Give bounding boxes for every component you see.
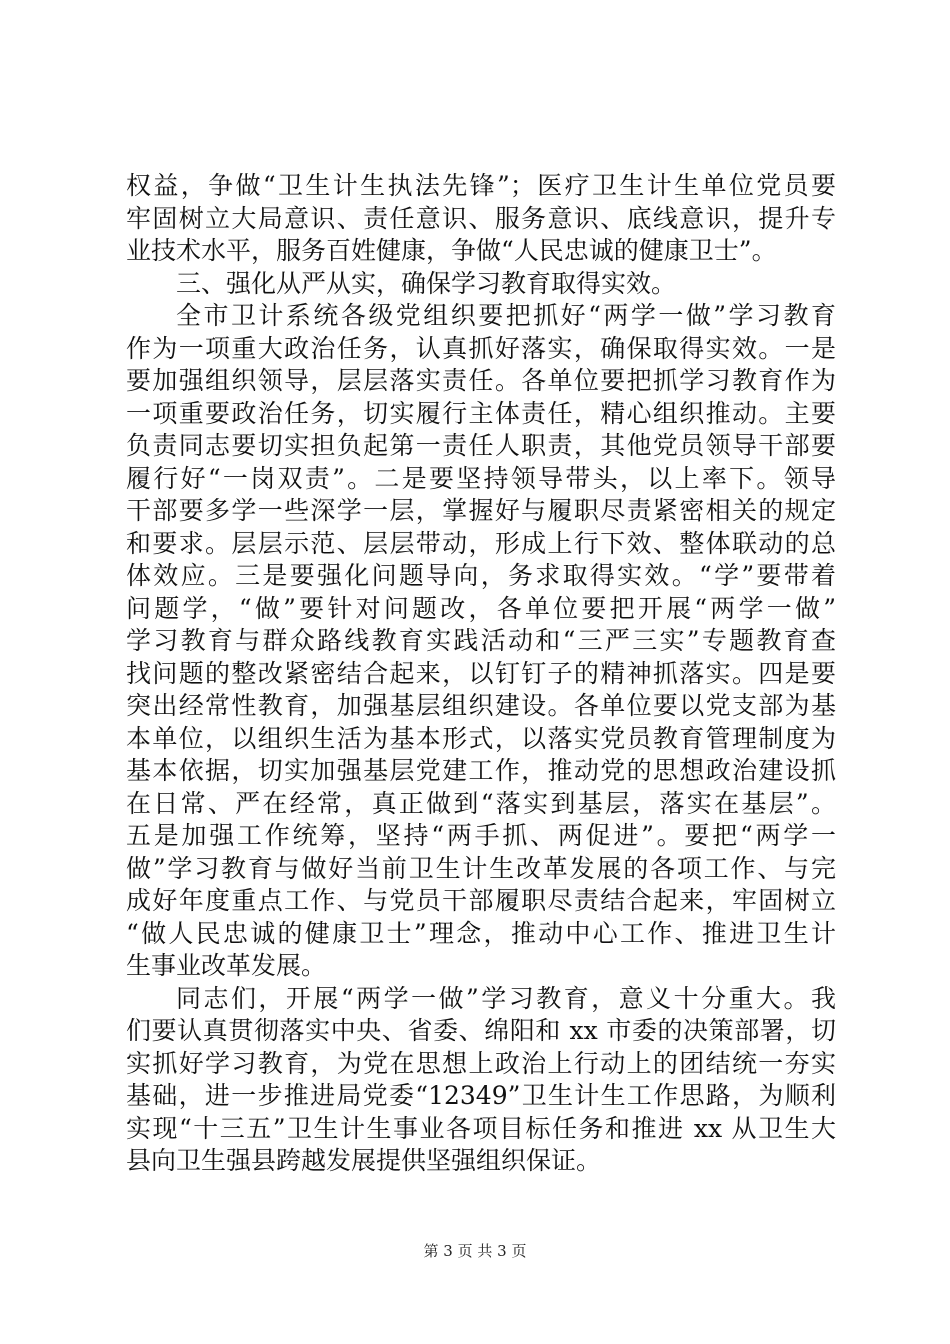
text-line: 负责同志要切实担负起第一责任人职责，其他党员领导干部要: [126, 431, 836, 460]
text-line: “做人民忠诚的健康卫士”理念，推动中心工作、推进卫生计: [126, 918, 836, 948]
text-line: 五是加强工作统筹，坚持“两手抓、两促进”。要把“两学一: [126, 821, 836, 850]
text-line: 在日常、严在经常，真正做到“落实到基层，落实在基层”。: [126, 788, 836, 818]
text-line: 基础，进一步推进局党委“12349”卫生计生工作思路，为顺利: [126, 1081, 836, 1110]
text-line: 履行好“一岗双责”。二是要坚持领导带头，以上率下。领导: [126, 463, 836, 493]
document-body: [126, 170, 836, 1178]
text-line: 和要求。层层示范、层层带动，形成上行下效、整体联动的总: [126, 528, 836, 558]
text-line: 权益，争做“卫生计生执法先锋”；医疗卫生计生单位党员要: [126, 171, 836, 200]
text-line: 实抓好学习教育，为党在思想上政治上行动上的团结统一夯实: [126, 1048, 836, 1078]
page-number-footer: 第 3 页 共 3 页: [423, 1242, 527, 1260]
text-line: 找问题的整改紧密结合起来，以钉钉子的精神抓落实。四是要: [126, 658, 836, 688]
text-line: 基本依据，切实加强基层党建工作，推动党的思想政治建设抓: [126, 756, 836, 785]
text-line: 作为一项重大政治任务，认真抓好落实，确保取得实效。一是: [126, 333, 836, 363]
text-line: 全市卫计系统各级党组织要把抓好“两学一做”学习教育: [176, 301, 836, 330]
text-line: 成好年度重点工作、与党员干部履职尽责结合起来，牢固树立: [126, 886, 836, 915]
text-line: 要加强组织领导，层层落实责任。各单位要把抓学习教育作为: [126, 366, 836, 395]
text-line: 学习教育与群众路线教育实践活动和“三严三实”专题教育查: [126, 626, 836, 655]
text-line: 实现“十三五”卫生计生事业各项目标任务和推进 xx 从卫生大: [126, 1113, 836, 1143]
text-line: 做”学习教育与做好当前卫生计生改革发展的各项工作、与完: [126, 853, 836, 883]
text-line: 们要认真贯彻落实中央、省委、绵阳和 xx 市委的决策部署，切: [126, 1016, 836, 1045]
text-line: 体效应。三是要强化问题导向，务求取得实效。“学”要带着: [126, 561, 836, 590]
text-line: 牢固树立大局意识、责任意识、服务意识、底线意识，提升专: [126, 203, 836, 233]
text-line: 干部要多学一些深学一层，掌握好与履职尽责紧密相关的规定: [126, 496, 836, 525]
text-line: 问题学，“做”要针对问题改，各单位要把开展“两学一做”: [126, 593, 836, 623]
section-heading: 三、强化从严从实，确保学习教育取得实效。: [176, 268, 677, 298]
text-line: 突出经常性教育，加强基层组织建设。各单位要以党支部为基: [126, 691, 836, 720]
text-line: 生事业改革发展。: [126, 951, 327, 980]
text-line: 本单位，以组织生活为基本形式，以落实党员教育管理制度为: [126, 723, 836, 753]
text-line: 业技术水平，服务百姓健康，争做“人民忠诚的健康卫士”。: [126, 236, 777, 265]
text-line: 一项重要政治任务，切实履行主体责任，精心组织推动。主要: [126, 398, 836, 428]
text-line: 县向卫生强县跨越发展提供坚强组织保证。: [126, 1146, 602, 1175]
text-line: 同志们，开展“两学一做”学习教育，意义十分重大。我: [176, 983, 836, 1013]
